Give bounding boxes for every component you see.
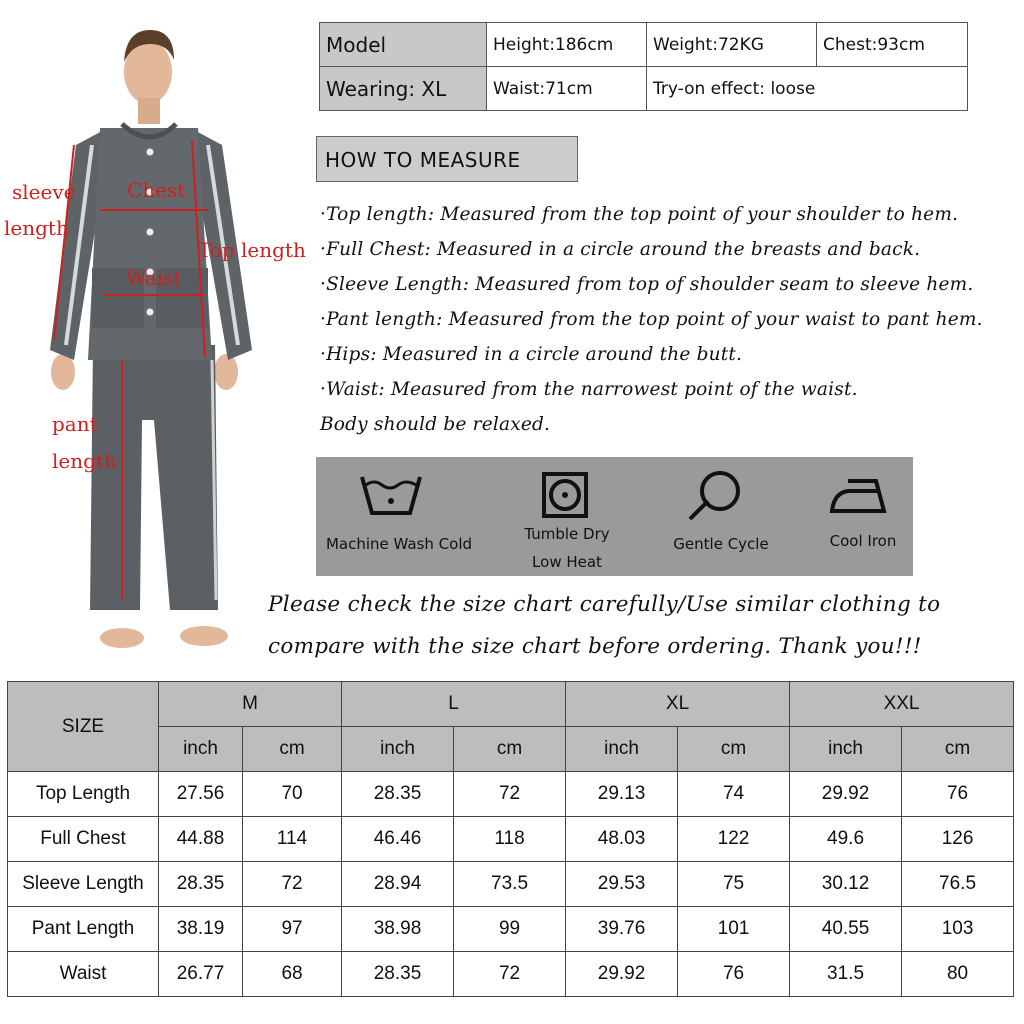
table-cell: 103: [902, 907, 1014, 952]
table-cell: 27.56: [159, 772, 243, 817]
model-info-table: [319, 22, 968, 111]
table-cell: 76: [678, 952, 790, 997]
unit-inch: inch: [790, 727, 902, 772]
unit-cm: cm: [678, 727, 790, 772]
table-cell: 76: [902, 772, 1014, 817]
model-illustration: [0, 0, 320, 660]
table-cell: 26.77: [159, 952, 243, 997]
row-label: Top Length: [8, 772, 159, 817]
table-cell: 28.94: [342, 862, 454, 907]
table-cell: 46.46: [342, 817, 454, 862]
machine-wash-icon: [358, 471, 424, 519]
table-cell: 72: [454, 952, 566, 997]
instruction-line: ·Hips: Measured in a circle around the butt.: [320, 344, 743, 365]
table-row: [8, 817, 1014, 862]
model-waist: Waist:71cm: [487, 67, 647, 111]
table-row: [8, 862, 1014, 907]
table-cell: 73.5: [454, 862, 566, 907]
pant-length-label: pant: [52, 412, 98, 436]
table-cell: 80: [902, 952, 1014, 997]
table-cell: 28.35: [342, 952, 454, 997]
table-cell: 29.13: [566, 772, 678, 817]
cool-iron-icon: [828, 475, 890, 515]
table-cell: 28.35: [342, 772, 454, 817]
waist-label: Waist: [126, 266, 182, 290]
tumble-dry-icon: [541, 471, 589, 519]
size-column-m: M: [159, 682, 342, 727]
unit-cm: cm: [243, 727, 342, 772]
gentle-cycle-label: Gentle Cycle: [673, 535, 769, 553]
table-cell: 72: [454, 772, 566, 817]
table-cell: 29.92: [566, 952, 678, 997]
unit-inch: inch: [566, 727, 678, 772]
table-cell: 122: [678, 817, 790, 862]
table-cell: 48.03: [566, 817, 678, 862]
model-weight: Weight:72KG: [647, 23, 817, 67]
size-chart-table: [7, 681, 1014, 997]
unit-inch: inch: [342, 727, 454, 772]
row-label: Waist: [8, 952, 159, 997]
table-cell: 28.35: [159, 862, 243, 907]
row-label: Full Chest: [8, 817, 159, 862]
sleeve-length-label-2: length: [4, 216, 69, 240]
table-row: [8, 907, 1014, 952]
unit-cm: cm: [454, 727, 566, 772]
model-height: Height:186cm: [487, 23, 647, 67]
instruction-line: ·Full Chest: Measured in a circle around the breasts and back.: [320, 239, 921, 260]
table-cell: 76.5: [902, 862, 1014, 907]
model-label: Model: [320, 23, 487, 67]
cool-iron-label: Cool Iron: [829, 532, 897, 550]
try-on-effect: Try-on effect: loose: [647, 67, 968, 111]
table-cell: 74: [678, 772, 790, 817]
gentle-cycle-icon: [686, 469, 744, 523]
care-instructions-panel: [316, 457, 913, 576]
notice-line-2: compare with the size chart before ordering. Thank you!!!: [268, 634, 922, 659]
table-cell: 29.92: [790, 772, 902, 817]
table-cell: 40.55: [790, 907, 902, 952]
instruction-line: ·Waist: Measured from the narrowest point of the waist.: [320, 379, 858, 400]
table-cell: 97: [243, 907, 342, 952]
chest-label: Chest: [127, 178, 186, 202]
low-heat-label: Low Heat: [532, 553, 602, 571]
table-cell: 68: [243, 952, 342, 997]
table-cell: 38.98: [342, 907, 454, 952]
table-cell: 99: [454, 907, 566, 952]
table-cell: 31.5: [790, 952, 902, 997]
table-cell: 118: [454, 817, 566, 862]
notice-line-1: Please check the size chart carefully/Use similar clothing to: [268, 592, 941, 617]
row-label: Sleeve Length: [8, 862, 159, 907]
instruction-line: ·Top length: Measured from the top point of your shoulder to hem.: [320, 204, 959, 225]
model-photo: [0, 0, 320, 660]
size-column-xl: XL: [566, 682, 790, 727]
wearing-label: Wearing: XL: [320, 67, 487, 111]
table-cell: 38.19: [159, 907, 243, 952]
size-header: SIZE: [8, 682, 159, 772]
table-cell: 101: [678, 907, 790, 952]
pant-length-label-2: length: [52, 449, 117, 473]
unit-cm: cm: [902, 727, 1014, 772]
table-row: [8, 952, 1014, 997]
instruction-line: Body should be relaxed.: [320, 414, 551, 435]
table-cell: 30.12: [790, 862, 902, 907]
table-cell: 75: [678, 862, 790, 907]
instruction-line: ·Sleeve Length: Measured from top of shoulder seam to sleeve hem.: [320, 274, 974, 295]
unit-inch: inch: [159, 727, 243, 772]
tumble-dry-label: Tumble Dry: [524, 525, 610, 543]
table-cell: 72: [243, 862, 342, 907]
table-cell: 49.6: [790, 817, 902, 862]
top-length-label: Top length: [198, 238, 306, 262]
table-cell: 126: [902, 817, 1014, 862]
table-cell: 70: [243, 772, 342, 817]
table-cell: 44.88: [159, 817, 243, 862]
model-chest: Chest:93cm: [817, 23, 968, 67]
sleeve-length-label: sleeve: [12, 180, 76, 204]
wash-label: Machine Wash Cold: [325, 535, 473, 553]
table-cell: 39.76: [566, 907, 678, 952]
instruction-line: ·Pant length: Measured from the top point of your waist to pant hem.: [320, 309, 983, 330]
size-column-xxl: XXL: [790, 682, 1014, 727]
how-to-measure-title: HOW TO MEASURE: [316, 136, 578, 182]
size-column-l: L: [342, 682, 566, 727]
table-cell: 29.53: [566, 862, 678, 907]
table-cell: 114: [243, 817, 342, 862]
table-row: [8, 772, 1014, 817]
row-label: Pant Length: [8, 907, 159, 952]
